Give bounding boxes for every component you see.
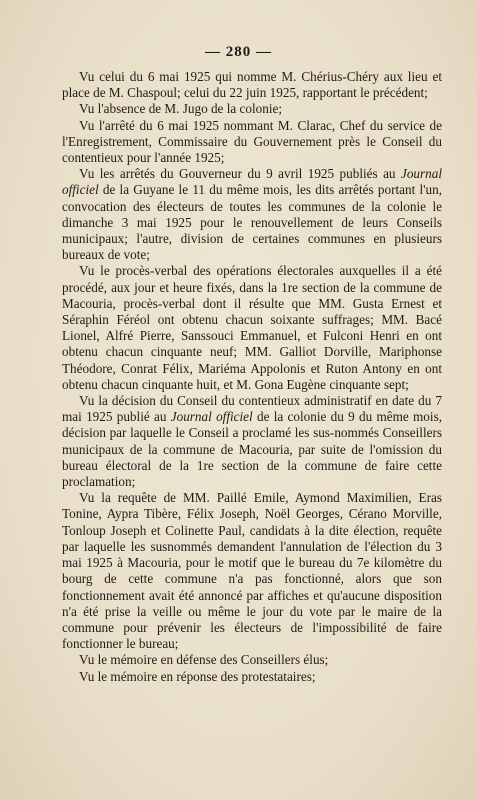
paragraph: Vu l'arrêté du 6 mai 1925 nommant M. Clarac, Chef du service de l'Enregistrement, Commissaire du Gouvernement près le Conseil du contentieux pour l'année 1925; xyxy=(62,117,442,166)
paragraph: Vu le mémoire en réponse des protestataires; xyxy=(79,668,316,684)
body-text xyxy=(62,69,442,685)
paragraph: Vu la décision du Conseil du contentieux administratif en date du 7 mai 1925 publié au Journal officiel de la colonie du 9 du même mois, décision par laquelle le Conseil a proclamé les sus-nommés Conseillers municipaux de la commune de Macouria, par suite de l'omission du bureau électoral de la 1re section de la commune de faire cette proclamation; xyxy=(62,393,442,490)
paragraph: Vu l'absence de M. Jugo de la colonie; xyxy=(79,101,283,117)
paragraph: Vu le mémoire en défense des Conseillers élus; xyxy=(79,652,329,668)
paragraph: Vu la requête de MM. Paillé Emile, Aymond Maximilien, Eras Tonine, Aypra Tibère, Félix Joseph, Noël Georges, Cérano Morville, Tonloup Joseph et Colinette Paul, candidats à la dite élection, requête par laquelle les susnommés demandent l'annulation de l'élection du 3 mai 1925 à Macouria, pour le motif que le bureau du 7e kilomètre du bourg de cette commune n'a pas fonctionné, alors que son fonctionnement avait été annoncé par affiches et qu'aucune disposition n'a été prise la veille ou même le jour du vote par le maire de la commune pour prévenir les électeurs de l'impossibilité de faire fonctionner le bureau; xyxy=(62,490,442,652)
paragraph: Vu celui du 6 mai 1925 qui nomme M. Chérius-Chéry aux lieu et place de M. Chaspoul; celui du 22 juin 1925, rapportant le précédent; xyxy=(62,69,442,101)
paragraph: Vu le procès-verbal des opérations électorales auxquelles il a été procédé, aux jour et heure fixés, dans la 1re section de la commune de Macouria, procès-verbal dont il résulte que MM. Gusta Ernest et Séraphin Féréol ont obtenu chacun soixante suffrages; MM. Bacé Lionel, Alfré Pierre, Sanssouci Emmanuel, et Fulconi Henri en ont obtenu chacun cinquante neuf; MM. Galliot Dorville, Mariphonse Théodore, Conrat Félix, Mariéma Appolonis et Ruton Antony en ont obtenu chacun cinquante huit, et M. Gona Eugène cinquante sept; xyxy=(62,263,442,392)
page-number: — 280 — xyxy=(205,44,272,60)
paragraph: Vu les arrêtés du Gouverneur du 9 avril 1925 publiés au Journal officiel de la Guyane le 11 du même mois, les dits arrêtés portant l'un, convocation des électeurs de toutes les communes de la colonie le dimanche 3 mai 1925 pour le renouvellement de leurs Conseils municipaux; l'autre, division de certaines communes en plusieurs bureaux de vote; xyxy=(62,166,442,263)
